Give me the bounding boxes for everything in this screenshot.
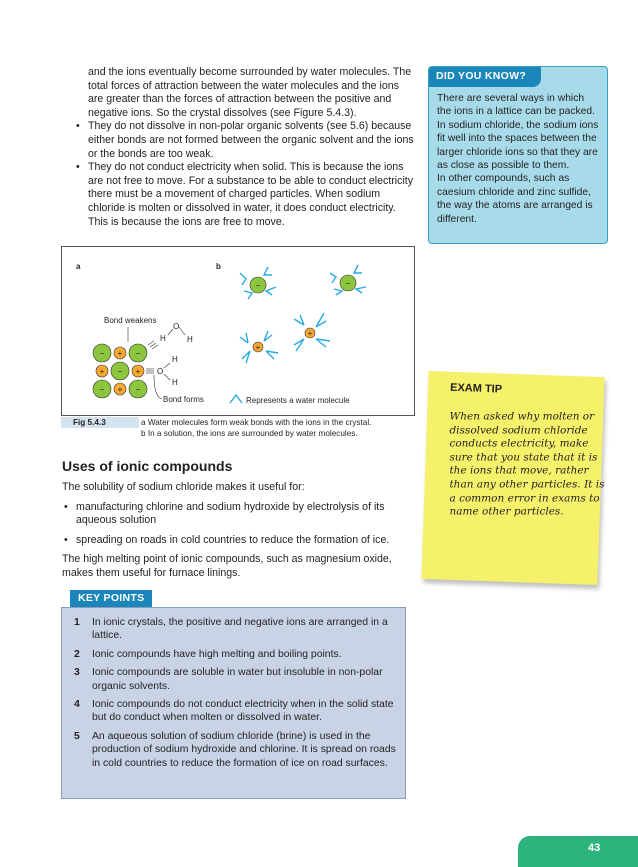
water-molecule-a1 [160,322,193,344]
ion-charge: + [99,367,105,376]
ion-charge: − [135,385,141,394]
figure-diagram [62,247,414,415]
hydrated-ion-1 [240,267,276,299]
figure-label-b: b [216,262,221,271]
svg-text:+: + [307,329,313,338]
uses-bullet: • manufacturing chlorine and sodium hydroxide by electrolysis of its aqueous solution [62,501,412,528]
bond-forms-pointer [154,375,162,399]
intro-bullet-list [74,120,414,229]
page-number: 43 [588,842,601,854]
key-points-header: KEY POINTS [70,590,152,608]
ion-charge: + [117,385,123,394]
ion-charge: + [117,349,123,358]
uses-body [62,481,412,581]
intro-bullet: • They do not conduct electricity when solid. This is because the ions are not free to move. For a substance to be able to conduct electricity there must be a movement of charged particles. When sodium chloride is molten or dissolved in water, it does conduct electricity. This is because the ions are free to move. [74,161,414,229]
did-you-know-header: DID YOU KNOW? [429,67,541,87]
did-you-know-box [428,66,608,244]
bond-forms-label: Bond forms [163,395,204,404]
svg-text:+: + [255,343,261,352]
key-points-box [61,607,406,799]
svg-text:H: H [172,355,178,364]
svg-text:O: O [173,322,180,331]
exam-tip-note [421,371,604,585]
ion-lattice [93,344,147,398]
figure-label-a: a [76,262,81,271]
key-point-item: 1 In ionic crystals, the positive and negative ions are arranged in a lattice. [74,617,388,642]
exam-tip-text: When asked why molten or dissolved sodium chloride conducts electricity, make sure that you state that it is the ions that move, rather than any other particles. It is a common error in exams to name other particles. [449,410,605,518]
key-point-item: 2 Ionic compounds have high melting and boiling points. [74,648,342,660]
uses-closing: The high melting point of ionic compounds, such as magnesium oxide, makes them useful for furnace linings. [62,553,392,579]
caption-b: b In a solution, the ions are surrounded by water molecules. [141,429,358,438]
uses-bullet-list [62,501,412,548]
did-you-know-text-1: There are several ways in which the ions in a lattice can be packed. In sodium chloride, the sodium ions fit well into the spaces between the larger chloride ions so that they are as close as possible to them. [437,93,599,172]
svg-text:O: O [157,367,164,376]
ion-charge: − [117,367,123,376]
key-point-item: 5 An aqueous solution of sodium chloride (brine) is used in the production of sodium hydroxide and chlorine. It is spread on roads in cold countries to reduce the formation of ice on road surfaces. [74,730,396,769]
svg-text:H: H [187,335,193,344]
page-number-tab [518,836,638,867]
hydrated-ion-3 [240,331,278,363]
intro-bullet: • They do not dissolve in non-polar organic solvents (see 5.6) because either bonds are not formed between the organic solvent and the ions or the bonds are too weak. [74,120,414,161]
uses-bullet: • spreading on roads in cold countries to reduce the formation of ice. [62,534,412,548]
caption-a: a Water molecules form weak bonds with the ions in the crystal. [141,418,372,427]
intro-text [74,66,414,229]
uses-heading: Uses of ionic compounds [62,458,233,474]
figure-number: Fig 5.4.3 [61,417,139,428]
uses-lead: The solubility of sodium chloride makes it useful for: [62,481,305,493]
svg-text:H: H [172,378,178,387]
bond-weakens-label: Bond weakens [104,316,157,325]
key-point-item: 4 Ionic compounds do not conduct electricity when in the solid state but do conduct when molten or dissolved in water. [74,699,394,724]
intro-continuation: and the ions eventually become surrounded by water molecules. The total forces of attraction between the water molecules and the ions are greater than the forces of attraction between the positive and negative ions. So the crystal dissolves (see Figure 5.4.3). [88,66,412,119]
hydrated-ion-4 [294,313,330,351]
ion-charge: − [99,385,105,394]
figure-5-4-3 [61,246,415,416]
svg-text:−: − [255,281,261,290]
key-point-item: 3 Ionic compounds are soluble in water but insoluble in non-polar organic solvents. [74,667,383,692]
water-molecule-legend-label: Represents a water molecule [246,396,350,405]
water-molecule-a2 [157,355,178,387]
ion-charge: + [135,367,141,376]
exam-tip-header: EXAM TIP [449,381,503,396]
svg-text:H: H [160,334,166,343]
water-molecule-legend-icon [230,395,242,403]
svg-text:−: − [345,279,351,288]
hydrated-ion-2 [330,265,366,295]
did-you-know-text-2: In other compounds, such as caesium chloride and zinc sulfide, the way the atoms are arranged is different. [437,173,593,225]
key-points-list [62,608,405,770]
ion-charge: − [99,349,105,358]
ion-charge: − [135,349,141,358]
